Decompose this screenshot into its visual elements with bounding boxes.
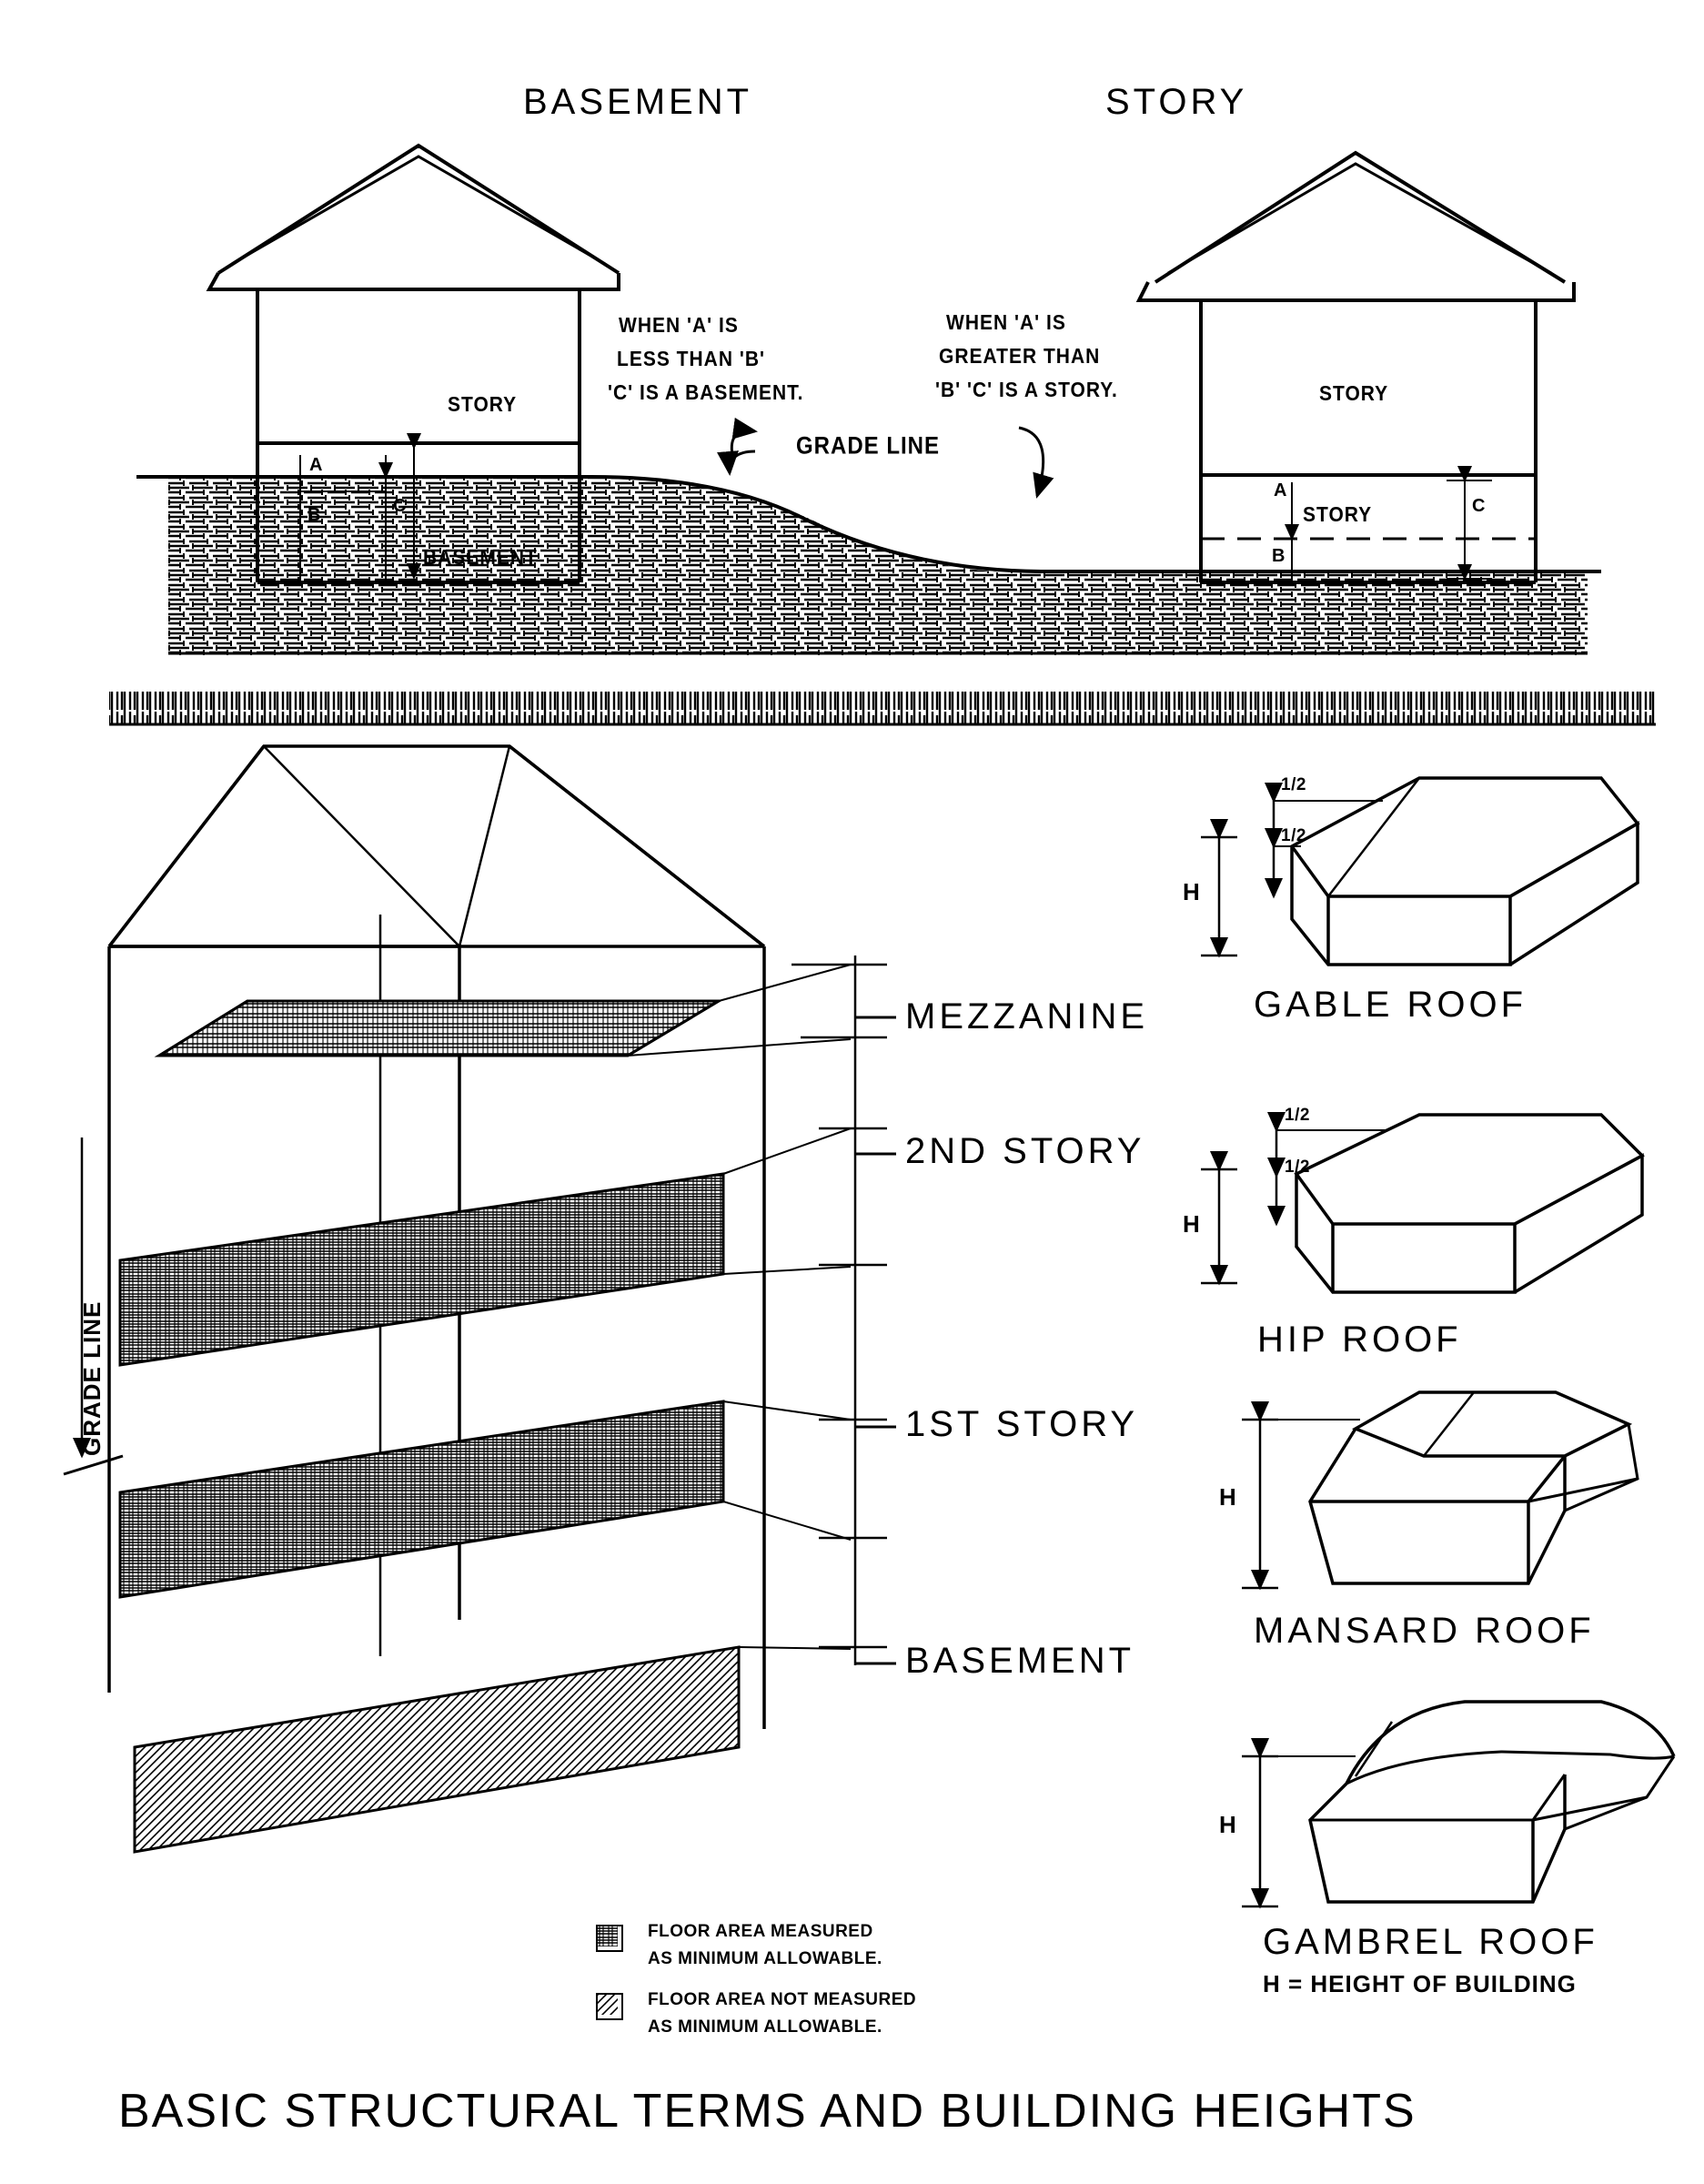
- mansard-roof-drawing: [1242, 1392, 1638, 1588]
- gambrel-roof-drawing: [1242, 1702, 1674, 1906]
- right-house-dim-c: C: [1472, 496, 1487, 516]
- grass-divider: [109, 692, 1656, 724]
- hip-roof-drawing: [1201, 1115, 1642, 1292]
- left-house-dim-c: C: [393, 496, 408, 516]
- roof-name-hip: HIP ROOF: [1257, 1320, 1462, 1360]
- note-left-line-3: 'C' IS A BASEMENT.: [608, 381, 804, 405]
- right-house-dim-b: B: [1272, 546, 1286, 566]
- top-heading-basement: BASEMENT: [523, 82, 753, 122]
- note-right-line-2: GREATER THAN: [939, 345, 1101, 369]
- left-house-dim-b: B: [308, 505, 322, 525]
- level-label-mezzanine: MEZZANINE: [905, 996, 1149, 1036]
- mansard-height-label: H: [1219, 1483, 1237, 1511]
- hip-half-label-upper: 1/2: [1285, 1106, 1310, 1125]
- note-left-line-2: LESS THAN 'B': [617, 348, 765, 371]
- legend-measured-line-2: AS MINIMUM ALLOWABLE.: [648, 1949, 882, 1968]
- legend-swatch-not-measured: [596, 1993, 623, 2020]
- roof-name-gambrel: GAMBREL ROOF: [1263, 1922, 1598, 1962]
- right-house-dim-a: A: [1274, 480, 1288, 500]
- note-right-line-1: WHEN 'A' IS: [946, 311, 1066, 335]
- gable-roof-drawing: [1201, 778, 1638, 965]
- note-right-line-3: 'B' 'C' IS A STORY.: [935, 379, 1118, 402]
- level-label-1st-story: 1ST STORY: [905, 1404, 1139, 1444]
- level-label-basement: BASEMENT: [905, 1641, 1135, 1681]
- right-house-upper-label: STORY: [1319, 382, 1389, 406]
- note-left-line-1: WHEN 'A' IS: [619, 314, 739, 338]
- gable-half-label-lower: 1/2: [1281, 826, 1306, 845]
- left-house-lower-label: BASEMENT: [423, 546, 538, 570]
- gable-half-label-upper: 1/2: [1281, 775, 1306, 794]
- right-house-lower-label: STORY: [1303, 503, 1373, 527]
- grade-line-label-building: GRADE LINE: [78, 1300, 106, 1456]
- top-heading-story: STORY: [1105, 82, 1248, 122]
- grade-line-label-top: GRADE LINE: [796, 432, 941, 460]
- figure-title: BASIC STRUCTURAL TERMS AND BUILDING HEIGHTS: [118, 2085, 1417, 2138]
- legend-measured-line-1: FLOOR AREA MEASURED: [648, 1922, 873, 1941]
- gable-height-label: H: [1183, 878, 1201, 905]
- top-ground-section: [136, 473, 1601, 655]
- left-house-upper-label: STORY: [448, 393, 518, 417]
- gambrel-height-label: H: [1219, 1811, 1237, 1838]
- left-house-dim-a: A: [309, 455, 324, 475]
- roof-height-note: H = HEIGHT OF BUILDING: [1263, 1970, 1577, 1997]
- legend-not-measured-line-2: AS MINIMUM ALLOWABLE.: [648, 2017, 882, 2037]
- legend-swatch-measured: [596, 1925, 623, 1952]
- level-label-2nd-story: 2ND STORY: [905, 1131, 1145, 1171]
- hip-height-label: H: [1183, 1210, 1201, 1238]
- building-skeleton: [64, 746, 896, 1852]
- roof-name-mansard: MANSARD ROOF: [1254, 1611, 1595, 1651]
- hip-half-label-lower: 1/2: [1285, 1158, 1310, 1177]
- legend-not-measured-line-1: FLOOR AREA NOT MEASURED: [648, 1990, 917, 2009]
- roof-name-gable: GABLE ROOF: [1254, 985, 1528, 1025]
